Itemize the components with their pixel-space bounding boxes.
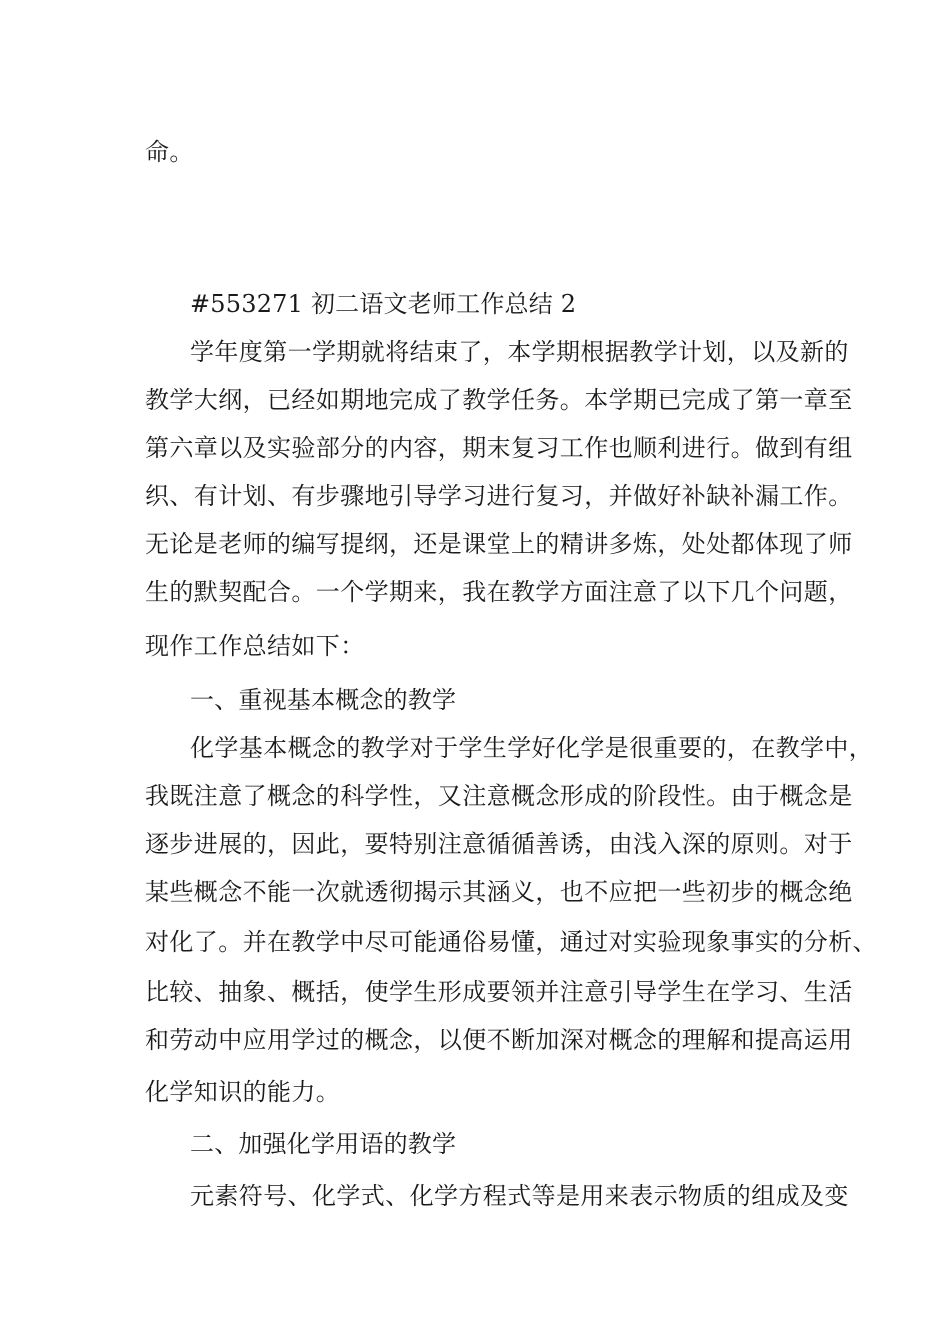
paragraph-line: 生的默契配合。一个学期来，我在教学方面注意了以下几个问题， xyxy=(145,578,853,606)
paragraph-line: 逐步进展的，因此，要特别注意循循善诱，由浅入深的原则。对于 xyxy=(145,830,853,858)
paragraph-line: 第六章以及实验部分的内容，期末复习工作也顺利进行。做到有组 xyxy=(145,434,853,462)
paragraph-line: 学年度第一学期就将结束了，本学期根据教学计划，以及新的 xyxy=(190,338,849,366)
paragraph-line: 比较、抽象、概括，使学生形成要领并注意引导学生在学习、生活 xyxy=(145,978,853,1006)
paragraph-line: 我既注意了概念的科学性，又注意概念形成的阶段性。由于概念是 xyxy=(145,782,853,810)
paragraph-line: 现作工作总结如下： xyxy=(145,632,365,660)
paragraph-line: 无论是老师的编写提纲，还是课堂上的精讲多炼，处处都体现了师 xyxy=(145,530,853,558)
document-title: #553271 初二语文老师工作总结 2 xyxy=(190,290,577,318)
section-heading: 二、加强化学用语的教学 xyxy=(190,1130,457,1158)
paragraph-line: 某些概念不能一次就透彻揭示其涵义，也不应把一些初步的概念绝 xyxy=(145,878,853,906)
paragraph-line: 对化了。并在教学中尽可能通俗易懂，通过对实验现象事实的分析、 xyxy=(145,928,877,956)
paragraph-line: 织、有计划、有步骤地引导学习进行复习，并做好补缺补漏工作。 xyxy=(145,482,853,510)
paragraph-line: 元素符号、化学式、化学方程式等是用来表示物质的组成及变 xyxy=(190,1182,849,1210)
paragraph-line: 教学大纲，已经如期地完成了教学任务。本学期已完成了第一章至 xyxy=(145,386,853,414)
paragraph-line: 化学知识的能力。 xyxy=(145,1078,341,1106)
continuation-text: 命。 xyxy=(145,138,194,166)
paragraph-line: 和劳动中应用学过的概念，以便不断加深对概念的理解和提高运用 xyxy=(145,1026,853,1054)
section-heading: 一、重视基本概念的教学 xyxy=(190,686,457,714)
paragraph-line: 化学基本概念的教学对于学生学好化学是很重要的，在教学中， xyxy=(190,734,874,762)
